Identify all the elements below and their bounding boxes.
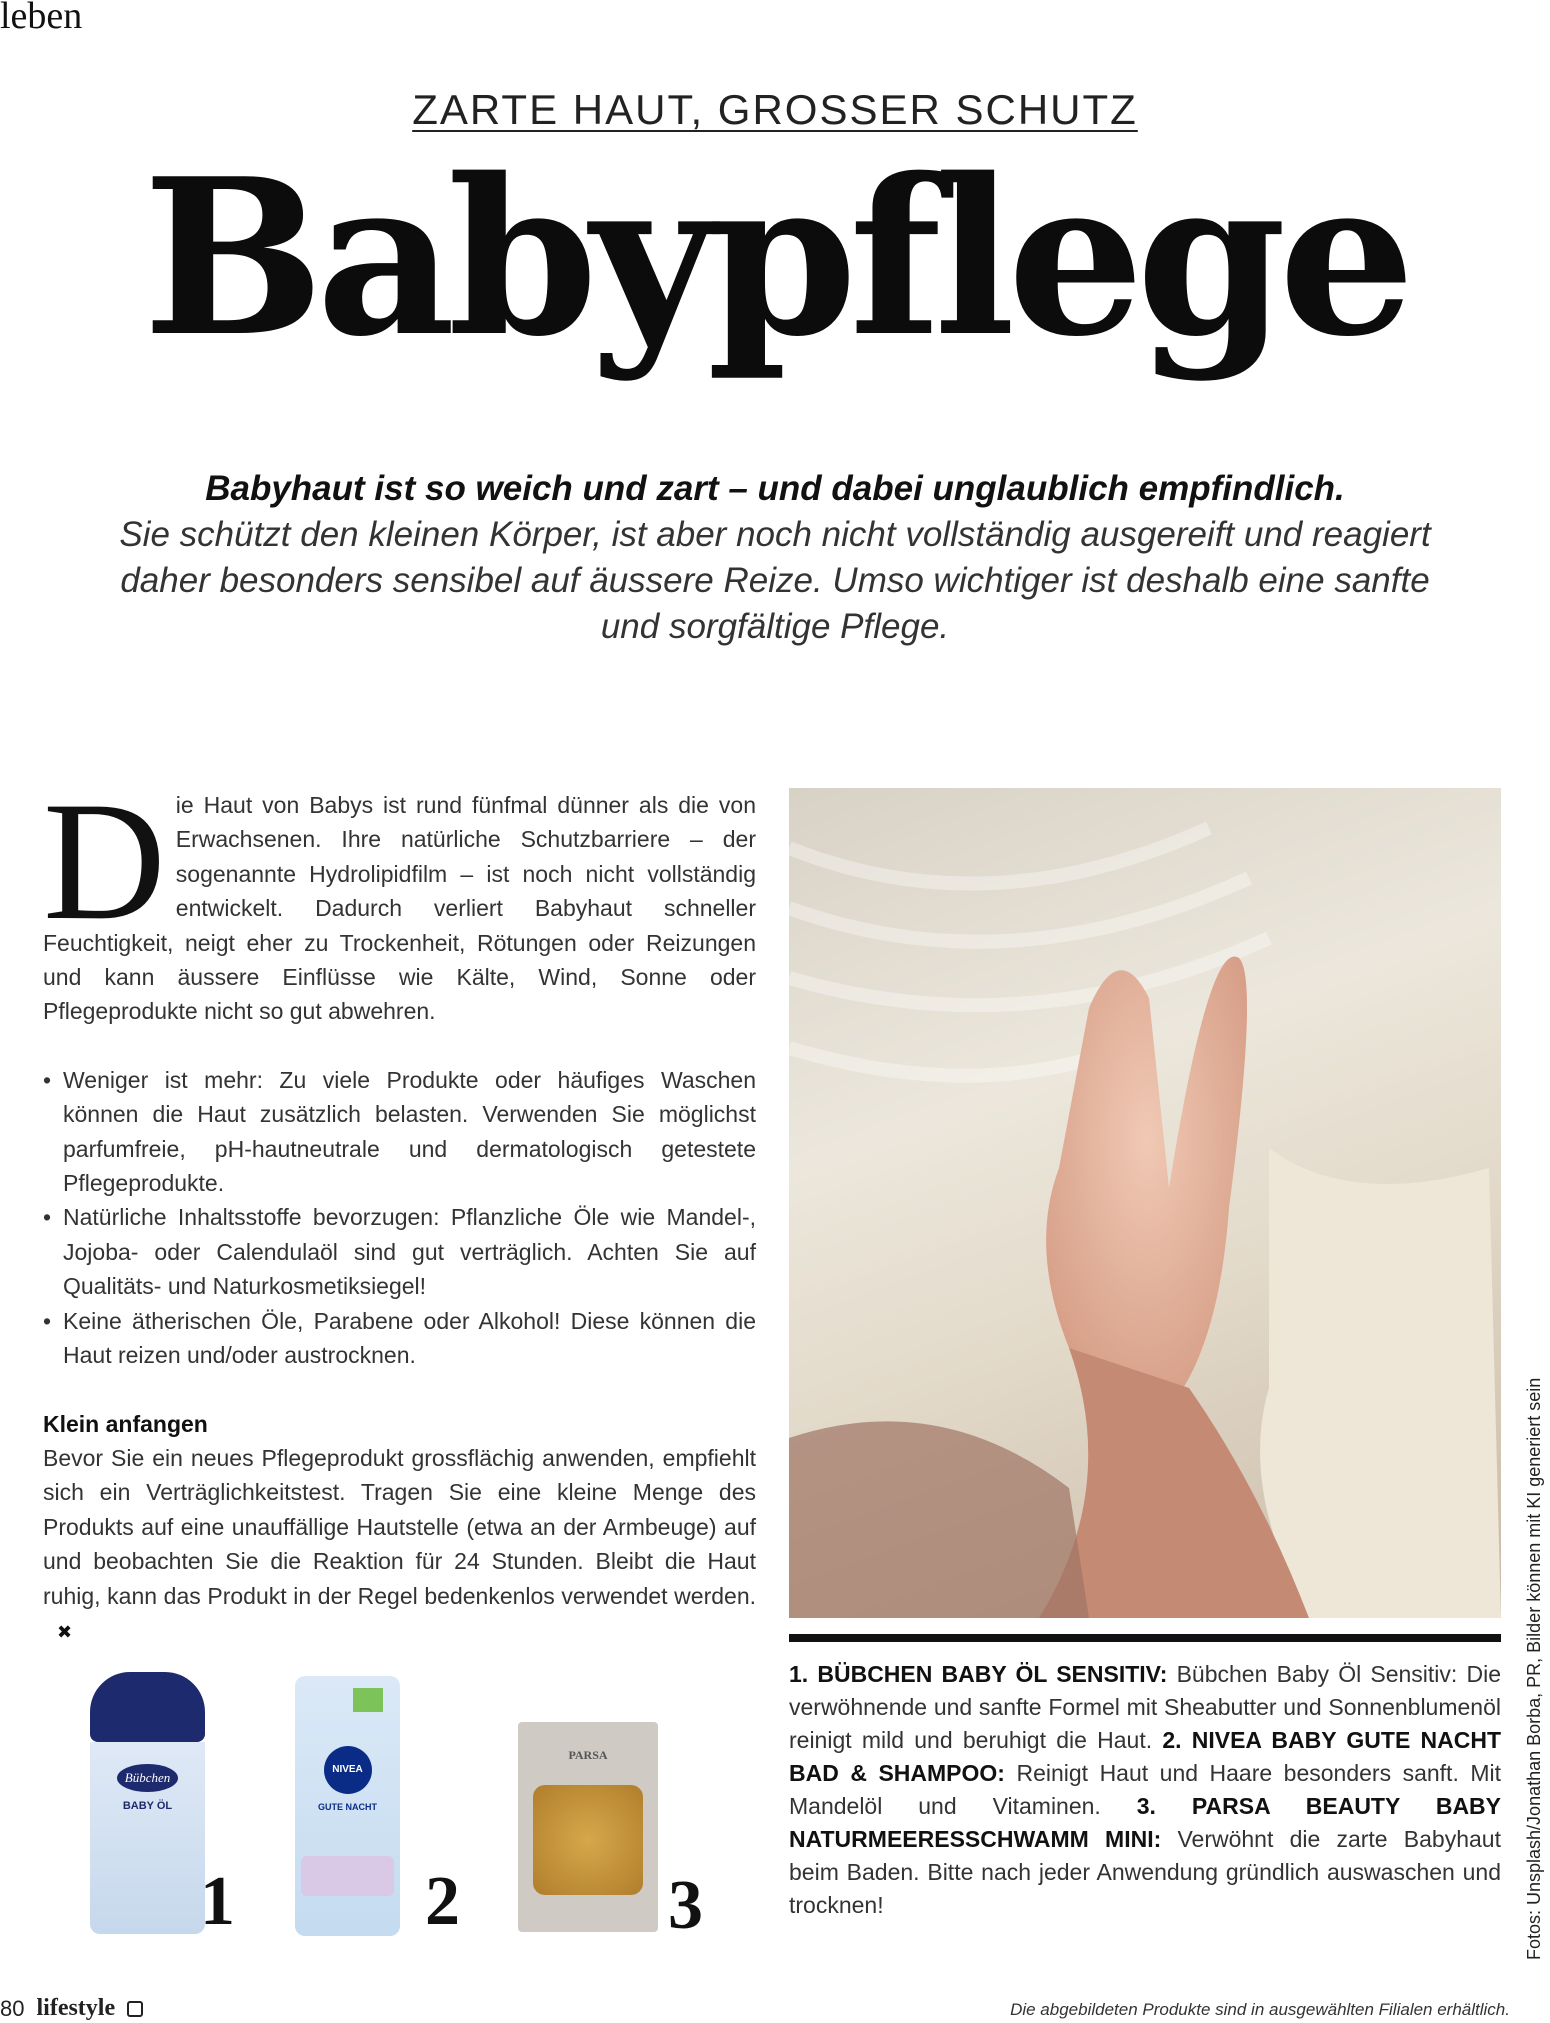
paragraph (43, 767, 756, 1029)
list-item: • Natürliche Inhaltsstoffe bevorzugen: Pflanzliche Öle wie Mandel-, Jojoba- oder Calendulaöl sind gut verträglich. Achten Sie auf Qualitäts- und Naturkosmetiksiegel! (43, 1200, 756, 1303)
intro-body: Sie schützt den kleinen Körper, ist aber noch nicht vollständig ausgereift und reagiert daher besonders sensibel auf äussere Reize. Umso wichtiger ist deshalb eine sanfte und sorgfältige Pflege. (119, 515, 1431, 646)
end-mark-icon: ✖ (57, 1621, 73, 1642)
product-image-nivea (295, 1676, 400, 1936)
product-label: BABY ÖL (122, 1800, 173, 1812)
kicker: ZARTE HAUT, GROSSER SCHUTZ (412, 86, 1138, 133)
product-image-parsa (518, 1722, 658, 1932)
product-text: Verwöhnt die zarte Babyhaut beim Baden. Bitte nach jeder Anwendung gründlich auswaschen und trocknen! (789, 1826, 1501, 1918)
product-label: GUTE NACHT (318, 1802, 377, 1812)
paragraph-text: Bevor Sie ein neues Pflegeprodukt grossflächig anwenden, empfiehlt sich ein Verträglichkeitstest. Tragen Sie eine kleine Menge des Produkts auf eine unauffällige Hautstelle (etwa an der Armbeuge) auf und beobachten Sie die Reaktion für 24 Stunden. Bleibt die Haut ruhig, kann das Produkt in der Regel bedenkenlos verwendet werden. (43, 1444, 756, 1609)
page-number: 80 (0, 1995, 25, 2021)
product-number: 2 (425, 1863, 460, 1940)
baby-hand-photo (789, 788, 1501, 1618)
product-heading: 1. BÜBCHEN BABY ÖL SENSITIV: (789, 1661, 1168, 1687)
paragraph (43, 1441, 756, 1649)
list-item: • Keine ätherischen Öle, Parabene oder Alkohol! Diese können die Haut reizen und/oder austrocknen. (43, 1304, 756, 1373)
caption-divider (789, 1634, 1501, 1642)
product-heading: 2. NIVEA BABY GUTE NACHT BAD & SHAMPOO: (789, 1727, 1502, 1786)
footer-note: Die abgebildeten Produkte sind in ausgewählten Filialen erhältlich. (1010, 2000, 1510, 2019)
product-number: 1 (200, 1863, 235, 1940)
list-item: • Weniger ist mehr: Zu viele Produkte oder häufiges Waschen können die Haut zusätzlich belasten. Verwenden Sie möglichst parfumfreie, pH-hautneutrale und dermatologisch getestete Pflegeprodukte. (43, 1063, 756, 1201)
product-text: Reinigt Haut und Haare besonders sanft. Mit Mandelöl und Vitaminen. (789, 1760, 1502, 1819)
section-label: leben (0, 0, 83, 37)
product-brand: NIVEA (324, 1746, 372, 1794)
paragraph-text: ie Haut von Babys ist rund fünfmal dünner als die von Erwachsenen. Ihre natürliche Schutzbarriere – der sogenannte Hydrolipidfilm – ist noch nicht vollständig entwickelt. Dadurch verliert Babyhaut schneller Feuchtigkeit, neigt eher zu Trockenheit, Rötungen oder Reizungen und kann äussere Einflüsse wie Kälte, Wind, Sonne oder Pflegeprodukte nicht so gut abwehren. (43, 792, 756, 1025)
product-image-buebchen (90, 1672, 205, 1934)
intro-lead: Babyhaut ist so weich und zart – und dabei unglaublich empfindlich. (205, 469, 1345, 508)
tips-list (43, 1063, 756, 1373)
photo-credit: Fotos: Unsplash/Jonathan Borba, PR, Bilder können mit KI generiert sein (1524, 1377, 1544, 1960)
product-number: 3 (668, 1867, 703, 1944)
product-heading: 3. PARSA BEAUTY BABY NATURMEERESSCHWAMM MINI: (789, 1793, 1502, 1852)
footer (0, 1995, 143, 2022)
brand-logo-icon (127, 2001, 143, 2017)
product-brand: Bübchen (117, 1764, 178, 1792)
drop-cap: D (43, 767, 166, 955)
product-brand: PARSA (568, 1748, 608, 1762)
subheading: Klein anfangen (43, 1410, 208, 1437)
intro (100, 466, 1450, 650)
article-body (43, 767, 756, 1649)
footer-brand: lifestyle (36, 1995, 116, 2021)
product-captions (789, 1658, 1501, 1922)
page-title: Babypflege (142, 131, 1408, 384)
product-text: Bübchen Baby Öl Sensitiv: Die verwöhnende und sanfte Formel mit Sheabutter und Sonnenblumenöl reinigt mild und beruhigt die Haut. (789, 1661, 1501, 1753)
